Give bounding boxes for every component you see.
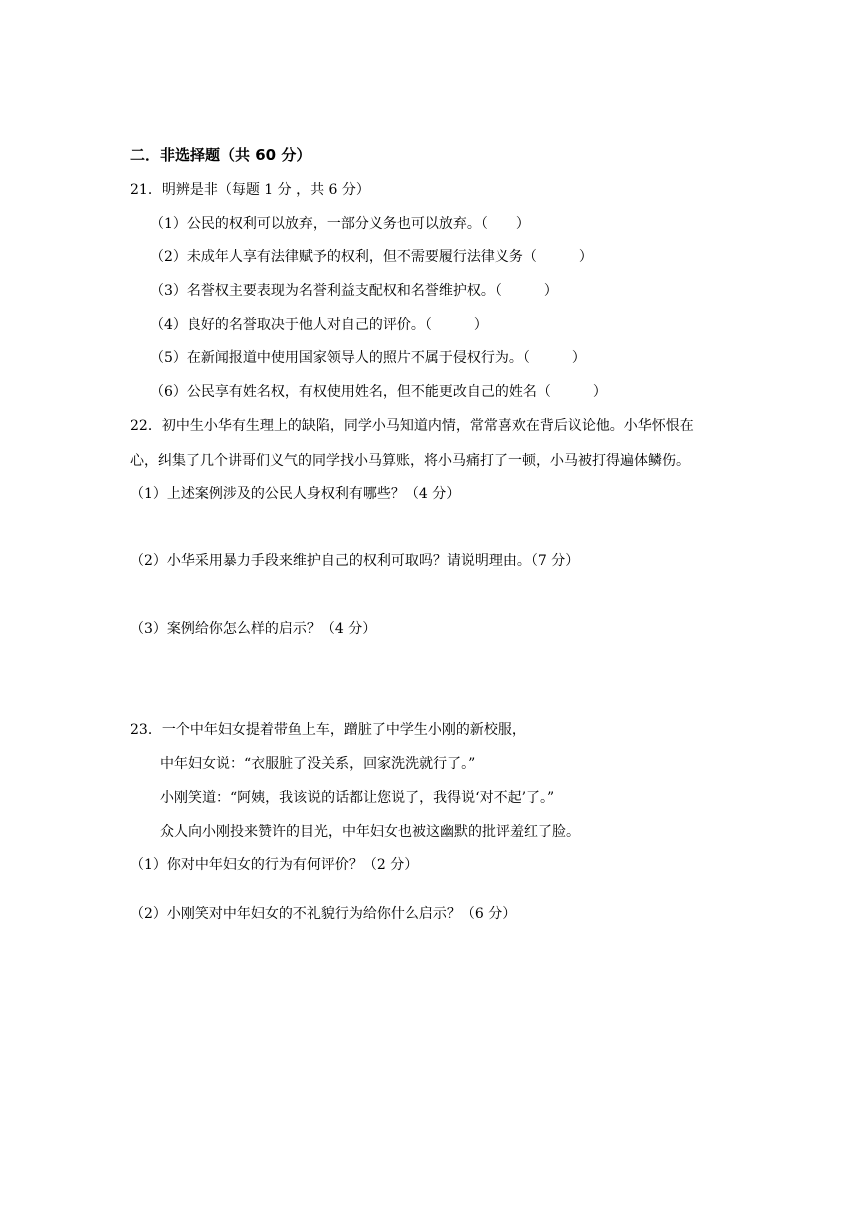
question-23-sub-1: （1）你对中年妇女的行为有何评价？（2 分）	[130, 857, 419, 873]
question-21-item-5: （5）在新闻报道中使用国家领导人的照片不属于侵权行为。（ ）	[150, 350, 586, 366]
question-21-item-3: （3）名誉权主要表现为名誉利益支配权和名誉维护权。（ ）	[150, 283, 558, 299]
question-23-text-line-1: 23．一个中年妇女提着带鱼上车，蹭脏了中学生小刚的新校服，	[130, 722, 526, 738]
question-21-item-6: （6）公民享有姓名权，有权使用姓名，但不能更改自己的姓名（ ）	[150, 384, 607, 400]
question-21-header: 21．明辨是非（每题 1 分 ，共 6 分）	[130, 182, 370, 198]
question-23-text-line-3: 小刚笑道：“阿姨，我该说的话都让您说了，我得说‘对不起’了。”	[160, 790, 555, 806]
question-23-sub-2: （2）小刚笑对中年妇女的不礼貌行为给你什么启示？（6 分）	[130, 906, 517, 922]
question-21-item-4: （4）良好的名誉取决于他人对自己的评价。（ ）	[150, 317, 488, 333]
question-22-text-line-1: 22．初中生小华有生理上的缺陷，同学小马知道内情，常常喜欢在背后议论他。小华怀恨在	[130, 418, 694, 434]
question-23-text-line-4: 众人向小刚投来赞许的目光，中年妇女也被这幽默的批评羞红了脸。	[160, 824, 580, 840]
section-title: 二．非选择题（共 60 分）	[130, 146, 312, 164]
question-21-item-2: （2）未成年人享有法律赋予的权利，但不需要履行法律义务（ ）	[150, 249, 593, 265]
question-22-sub-2: （2）小华采用暴力手段来维护自己的权利可取吗？请说明理由。（7 分）	[130, 553, 580, 569]
question-21-item-1: （1）公民的权利可以放弃，一部分义务也可以放弃。（ ）	[150, 216, 530, 232]
question-22-sub-3: （3）案例给你怎么样的启示？（4 分）	[130, 621, 377, 637]
question-22-sub-1: （1）上述案例涉及的公民人身权利有哪些？（4 分）	[130, 486, 461, 502]
question-22-text-line-2: 心，纠集了几个讲哥们义气的同学找小马算账，将小马痛打了一顿，小马被打得遍体鳞伤。	[130, 453, 690, 469]
question-23-text-line-2: 中年妇女说：“衣服脏了没关系，回家洗洗就行了。”	[160, 756, 476, 772]
